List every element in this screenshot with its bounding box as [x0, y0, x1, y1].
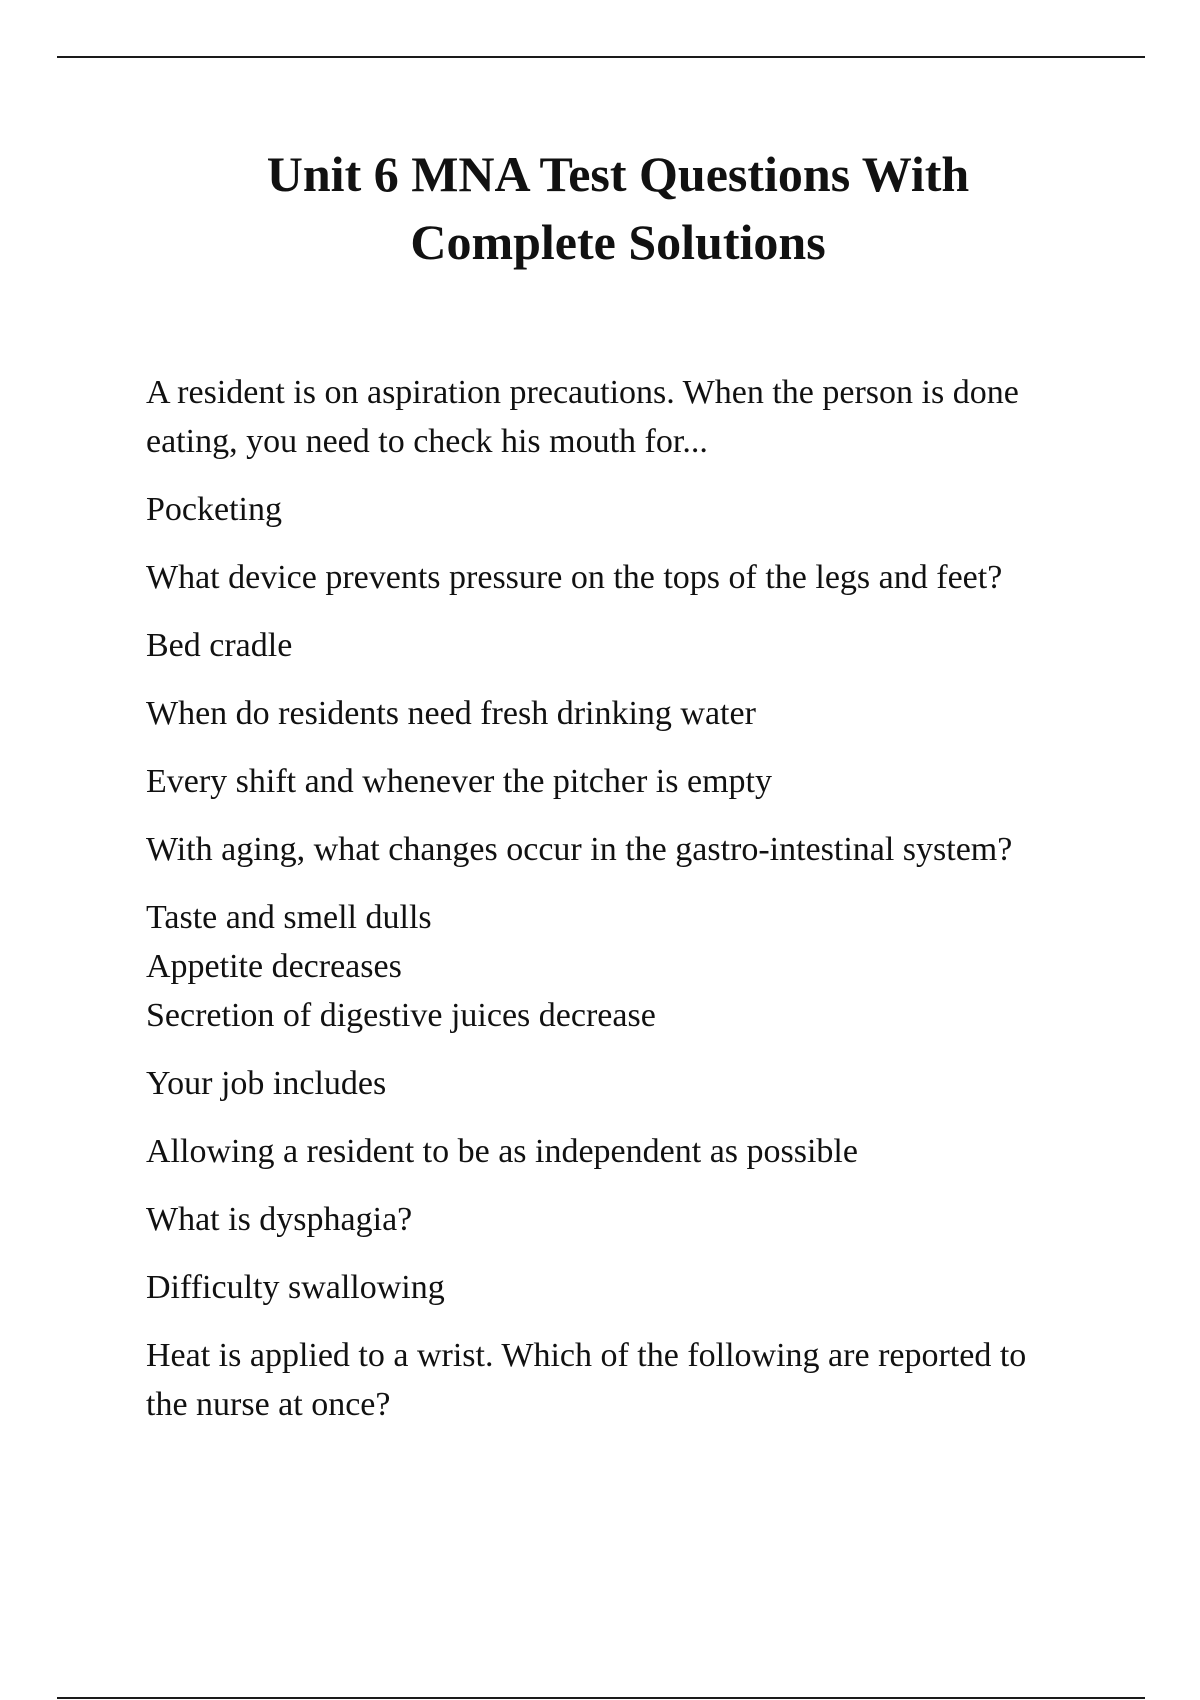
question — [146, 1195, 1106, 1244]
question-line: What device prevents pressure on the tops of the legs and feet? — [146, 559, 1003, 596]
question-line: With aging, what changes occur in the gastro-intestinal system? — [146, 831, 1013, 868]
question-line: What is dysphagia? — [146, 1201, 413, 1238]
answer — [146, 1263, 1106, 1312]
question-line: When do residents need fresh drinking water — [146, 695, 756, 732]
answer — [146, 621, 1106, 670]
answer-line: Pocketing — [146, 491, 282, 528]
question — [146, 1331, 1106, 1429]
answer-line: Bed cradle — [146, 627, 293, 664]
question — [146, 553, 1106, 602]
answer — [146, 485, 1106, 534]
question-line: Heat is applied to a wrist. Which of the following are reported to — [146, 1337, 1027, 1374]
title-line-2: Complete Solutions — [410, 214, 826, 270]
top-rule — [57, 56, 1145, 58]
title-line-1: Unit 6 MNA Test Questions With — [266, 146, 970, 202]
answer-line: Taste and smell dulls — [146, 899, 432, 936]
question-line: eating, you need to check his mouth for... — [146, 423, 708, 460]
question-line: A resident is on aspiration precautions. When the person is done — [146, 374, 1019, 411]
question-line: the nurse at once? — [146, 1386, 391, 1423]
answer-line: Secretion of digestive juices decrease — [146, 997, 656, 1034]
question — [146, 689, 1106, 738]
answer — [146, 757, 1106, 806]
answer — [146, 1127, 1106, 1176]
question — [146, 1059, 1106, 1108]
answer-line: Appetite decreases — [146, 948, 402, 985]
qa-content — [146, 368, 1106, 1448]
question — [146, 368, 1106, 466]
bottom-rule — [57, 1697, 1145, 1699]
answer — [146, 893, 1106, 1040]
page-title — [0, 140, 1200, 276]
question — [146, 825, 1106, 874]
answer-line: Difficulty swallowing — [146, 1269, 445, 1306]
question-line: Your job includes — [146, 1065, 387, 1102]
answer-line: Every shift and whenever the pitcher is empty — [146, 763, 772, 800]
answer-line: Allowing a resident to be as independent as possible — [146, 1133, 858, 1170]
